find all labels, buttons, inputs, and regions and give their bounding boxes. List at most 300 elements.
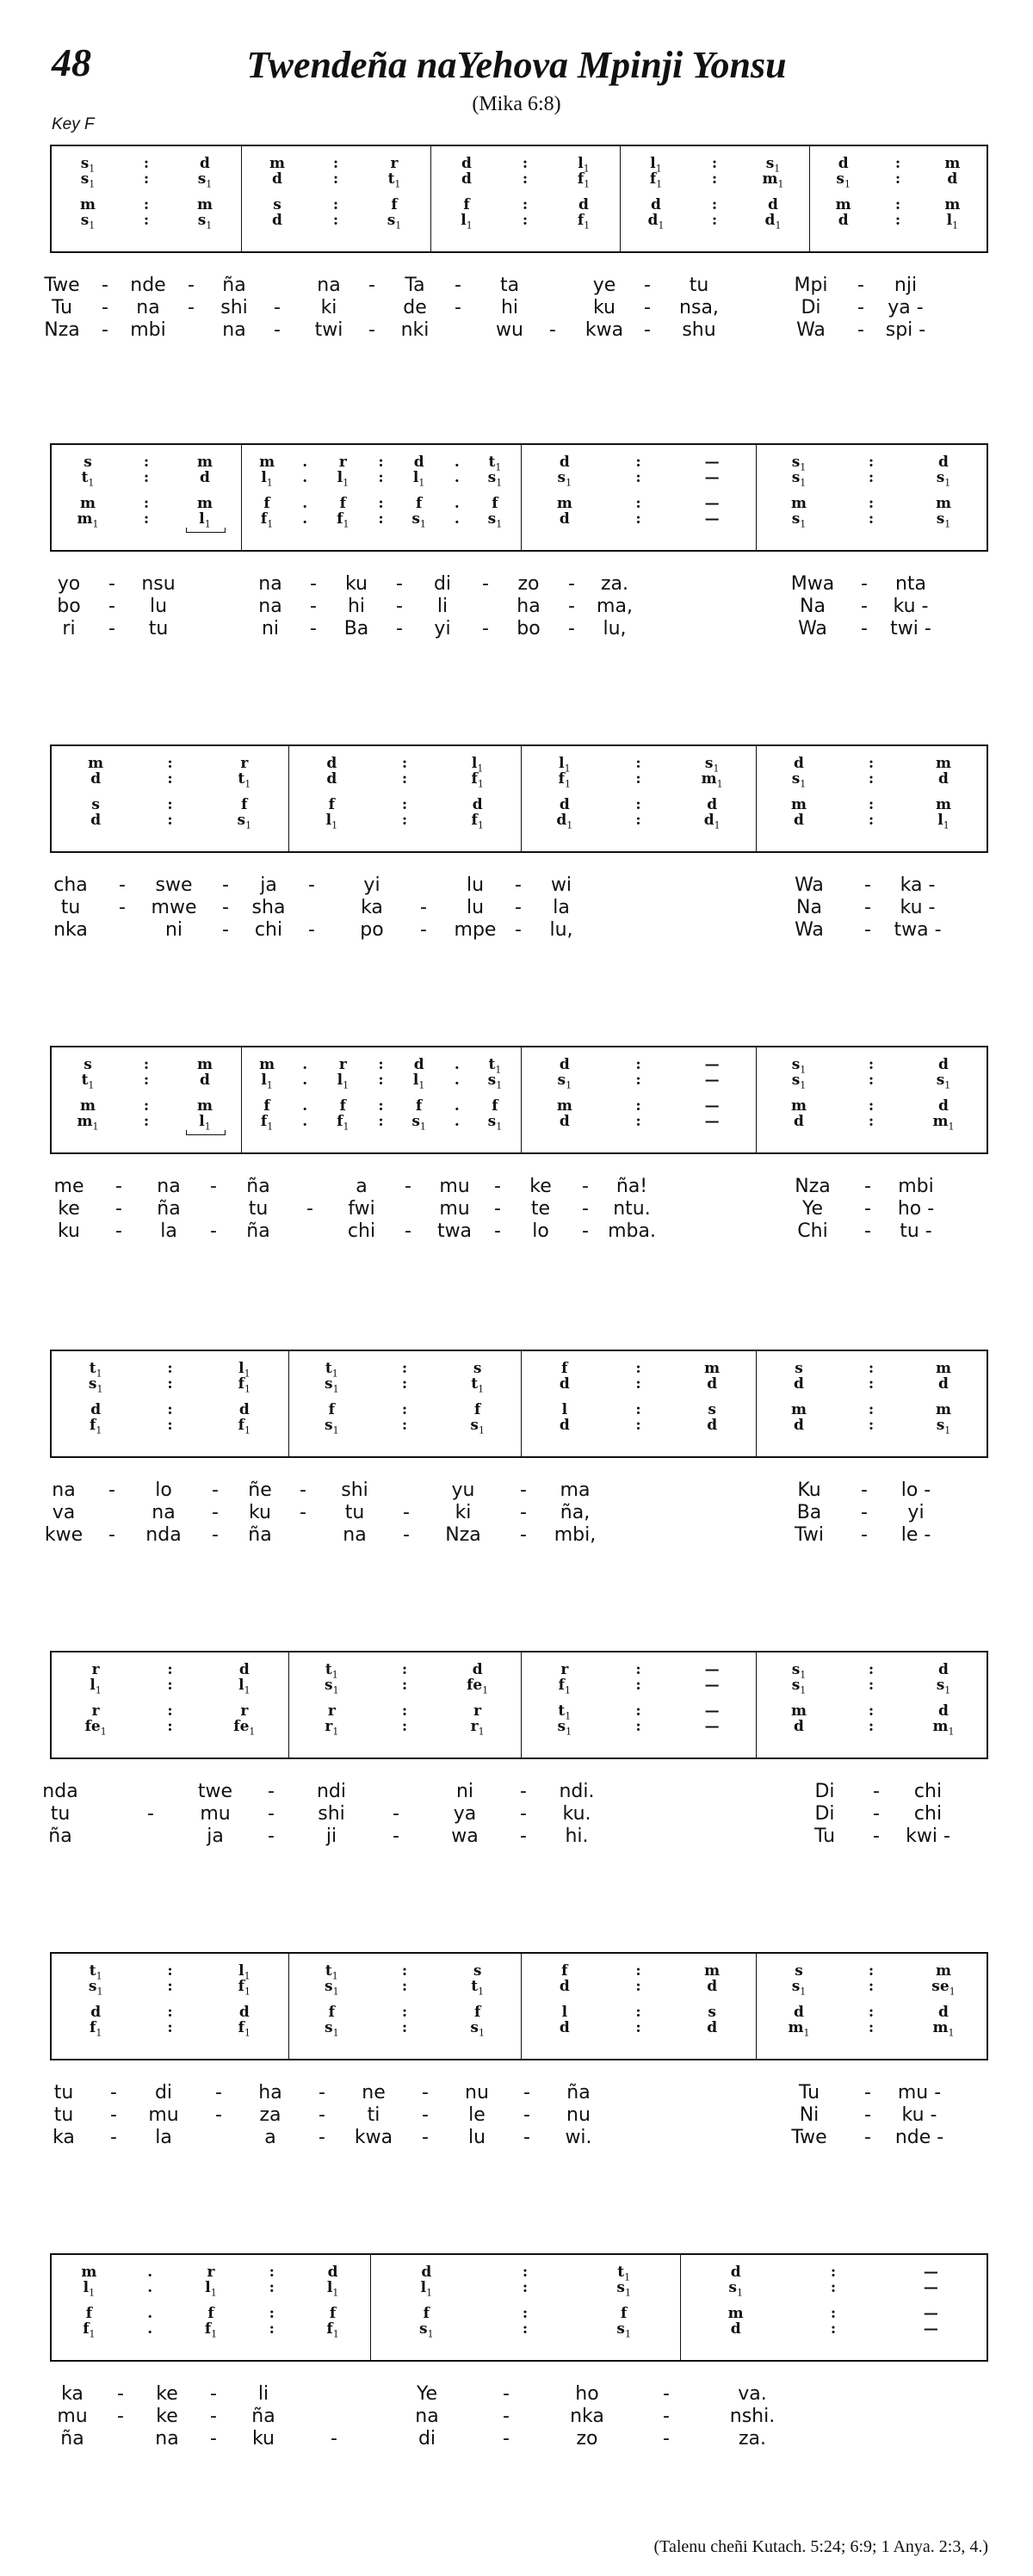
solfa-note: $se_1$ [931,1978,956,1998]
beat-separator: . [454,510,460,528]
lyric-syllable: ki [455,1502,472,1523]
solfa-note: d [238,1401,250,1418]
lyric-syllable: Di [801,297,821,318]
lyric-syllable: twi [314,319,343,341]
lyric-syllable: Nza [445,1524,481,1546]
solfa-note: m [791,1702,807,1720]
lyric-syllable: a [356,1176,368,1197]
lyric-hyphen: - [861,1480,868,1501]
lyric-hyphen: - [515,897,522,918]
lyric-hyphen: - [873,1825,880,1847]
lyric-syllable: nu [566,2104,591,2126]
solfa-note: $m_1$ [932,1113,955,1133]
lyric-syllable: shi [318,1803,345,1825]
solfa-note: r [91,1661,100,1678]
lyric-hyphen: - [117,2406,124,2427]
solfa-note: $s_1$ [411,510,426,530]
lyric-hyphen: - [503,2428,510,2449]
lyric-hyphen: - [115,1220,122,1242]
solfa-note: m [81,2264,97,2281]
lyric-syllable: chi [913,1781,943,1802]
lyric-hyphen: - [568,596,575,617]
solfa-note: m [936,796,951,813]
lyric-hyphen: - [663,2383,670,2405]
lyric-hyphen: - [422,2082,429,2103]
lyric-hyphen: - [102,275,108,296]
solfa-note: f [492,1097,498,1115]
beat-separator: : [868,770,875,788]
solfa-note: $t_1$ [471,1375,485,1395]
lyric-hyphen: - [212,1480,219,1501]
solfa-note: d [90,770,102,788]
solfa-note: $s_1$ [936,469,951,489]
solfa-note: m [704,1962,721,1980]
solfa-note: s [273,196,281,213]
lyric-syllable: lu [467,2127,486,2148]
solfa-note: l [561,1401,568,1418]
solfa-note: s [473,1360,482,1377]
solfa-note: — [704,510,720,528]
lyric-syllable: lu [466,897,485,918]
solfa-note: $f_1$ [260,1113,274,1133]
solfa-note: r [91,1702,100,1720]
beat-separator: : [635,1677,641,1694]
lyric-syllable: yo [57,573,81,595]
beat-separator: : [143,1097,150,1115]
lyric-hyphen: - [319,2104,325,2126]
lyric-syllable: Nza [795,1176,831,1197]
lyric-syllable: Wa [795,874,824,896]
lyric-syllable: lu [466,874,485,896]
lyric-syllable: Ye [801,1198,824,1220]
lyric-syllable: nka [53,919,88,941]
lyric-syllable: yi [907,1502,925,1523]
lyric-hyphen: - [520,1803,527,1825]
beat-separator: : [635,1072,641,1089]
lyric-syllable: lo - [900,1480,931,1501]
solfa-note: f [207,2305,214,2322]
lyric-hyphen: - [210,2406,217,2427]
lyric-hyphen: - [582,1176,589,1197]
lyric-syllable: shi [341,1480,368,1501]
beat-separator: . [454,1056,460,1073]
lyric-hyphen: - [523,2104,530,2126]
solfa-note: f [473,1401,481,1418]
lyric-hyphen: - [222,874,229,896]
solfa-note: $s_1$ [487,1072,503,1091]
solfa-note: m [556,1097,572,1115]
lyric-hyphen: - [520,1781,527,1802]
solfa-note: $m_1$ [762,170,784,190]
lyric-hyphen: - [582,1198,589,1220]
beat-separator: : [635,796,641,813]
lyric-syllable: de [403,297,427,318]
lyric-syllable: po [360,919,384,941]
solfa-note: d [326,755,337,772]
lyric-syllable: chi [347,1220,376,1242]
lyric-syllable: la [160,1220,177,1242]
beat-separator: : [635,454,641,471]
solfa-note: r [240,755,249,772]
solfa-note: — [923,2264,938,2281]
lyric-syllable: kwa [354,2127,393,2148]
lyric-syllable: ña [48,1825,72,1847]
lyric-hyphen: - [310,573,317,595]
solfa-note: d [578,196,589,213]
beat-separator: : [635,1702,641,1720]
beat-separator: : [332,170,339,188]
solfa-note: $s_1$ [791,510,807,530]
solfa-note: d [559,1417,570,1434]
beat-separator: : [868,2019,875,2036]
barline [521,746,522,851]
beat-separator: : [143,1113,150,1130]
beat-separator: : [522,2305,529,2322]
solfa-note: $f_1$ [204,2320,218,2340]
beat-separator: : [332,212,339,229]
lyric-syllable: ri [62,618,76,639]
lyric-syllable: la [155,2127,172,2148]
solfa-note: d [90,2004,102,2021]
solfa-note: s [795,1360,803,1377]
beat-separator: : [711,212,718,229]
lyric-hyphen: - [310,596,317,617]
lyric-syllable: ña [251,2406,275,2427]
solfa-note: $s_1$ [197,212,213,232]
beat-separator: : [868,755,875,772]
solfa-note: $l_1$ [199,1113,211,1133]
lyric-syllable: na [152,1502,176,1523]
barline [241,146,242,251]
lyric-syllable: nta [894,573,927,595]
beat-separator: : [635,1978,641,1995]
lyric-hyphen: - [857,297,864,318]
solfa-note: $t_1$ [325,1661,338,1681]
lyric-hyphen: - [494,1198,501,1220]
beat-separator: : [167,1677,173,1694]
lyric-hyphen: - [310,618,317,639]
beat-separator: . [147,2264,153,2281]
beat-separator: : [269,2305,275,2322]
lyric-hyphen: - [482,618,489,639]
beat-separator: : [167,796,173,813]
solfa-note: $s_1$ [791,770,807,790]
lyric-syllable: lu [149,596,168,617]
solfa-note: $l_1$ [471,755,484,775]
lyric-syllable: kwi - [906,1825,950,1847]
lyric-syllable: mba. [608,1220,656,1242]
lyric-syllable: spi - [885,319,926,341]
music-staff-8 [50,2253,988,2362]
lyric-hyphen: - [300,1480,306,1501]
lyric-syllable: le [468,2104,486,2126]
beat-separator: : [868,1978,875,1995]
lyric-syllable: la [553,897,570,918]
solfa-note: $s_1$ [791,1677,807,1696]
lyric-syllable: nsu [141,573,176,595]
solfa-note: d [838,212,849,229]
lyric-syllable: wu [496,319,523,341]
lyric-syllable: chi [254,919,283,941]
solfa-note: m [269,155,285,172]
solfa-note: $fe_1$ [233,1718,256,1738]
lyric-hyphen: - [864,1176,871,1197]
beat-separator: : [167,2004,173,2021]
lyric-hyphen: - [108,596,115,617]
beat-separator: . [302,510,308,528]
lyric-hyphen: - [102,297,108,318]
solfa-note: d [707,1375,718,1393]
beat-separator: : [868,469,875,486]
beat-separator: : [711,155,718,172]
lyric-hyphen: - [861,596,868,617]
beat-separator: . [454,469,460,486]
beat-separator: : [830,2305,837,2322]
solfa-note: $l_1$ [650,155,662,175]
solfa-note: d [421,2264,432,2281]
beat-separator: : [378,1097,384,1115]
solfa-note: $f_1$ [83,2320,96,2340]
solfa-note: $f_1$ [89,1417,102,1436]
solfa-note: f [561,1360,568,1377]
solfa-note: — [704,1097,720,1115]
lyric-syllable: cha [53,874,88,896]
solfa-note: $s_1$ [728,2279,743,2299]
solfa-note: s [84,454,92,471]
lyric-syllable: chi [913,1803,943,1825]
lyric-hyphen: - [422,2104,429,2126]
solfa-note: $l_1$ [578,155,590,175]
lyric-syllable: di [154,2082,173,2103]
lyric-hyphen: - [494,1176,501,1197]
beat-separator: : [401,2019,408,2036]
lyric-syllable: tu [53,2082,74,2103]
solfa-note: d [326,770,337,788]
solfa-note: r [240,1702,249,1720]
lyric-syllable: twe [197,1781,233,1802]
music-staff-6 [50,1651,988,1759]
solfa-note: — [704,469,720,486]
solfa-note: d [938,1702,949,1720]
beat-separator: : [401,812,408,829]
barline [521,1351,522,1456]
solfa-note: $l_1$ [461,212,473,232]
solfa-note: $s_1$ [325,1978,339,1998]
lyric-syllable: ña [157,1198,181,1220]
solfa-note: r [207,2264,215,2281]
solfa-note: $f_1$ [558,1677,571,1696]
lyric-hyphen: - [117,2383,124,2405]
beat-separator: : [378,510,384,528]
solfa-note: $m_1$ [932,2019,955,2039]
beat-separator: : [635,1097,641,1115]
beat-separator: : [635,1417,641,1434]
solfa-note: m [791,1097,807,1115]
solfa-note: — [704,1677,720,1694]
beat-separator: : [830,2264,837,2281]
lyric-hyphen: - [319,2082,325,2103]
solfa-note: $m_1$ [932,1718,955,1738]
lyric-hyphen: - [210,2383,217,2405]
solfa-note: f [85,2305,93,2322]
beat-separator: . [147,2305,153,2322]
solfa-note: d [707,796,718,813]
beat-separator: : [868,1056,875,1073]
solfa-note: f [328,796,335,813]
beat-separator: : [635,1401,641,1418]
lyric-hyphen: - [494,1220,501,1242]
lyric-hyphen: - [403,1524,410,1546]
solfa-note: d [838,155,849,172]
beat-separator: . [302,1097,308,1115]
beat-separator: : [522,212,529,229]
solfa-note: f [339,1097,346,1115]
solfa-note: f [328,2004,335,2021]
solfa-note: $s_1$ [791,454,807,473]
lyric-syllable: ña [246,1176,270,1197]
lyric-syllable: nu [465,2082,489,2103]
lyric-syllable: ña [248,1524,272,1546]
solfa-note: $l_1$ [337,469,349,489]
lyric-syllable: kwa [585,319,624,341]
solfa-note: r [473,1702,482,1720]
lyric-syllable: twa [436,1220,473,1242]
barline [288,746,289,851]
solfa-note: m [727,2305,744,2322]
solfa-note: $m_1$ [701,770,723,790]
beat-separator: : [167,1962,173,1980]
solfa-note: m [197,196,213,213]
lyric-hyphen: - [274,297,281,318]
solfa-note: $s_1$ [387,212,402,232]
lyric-syllable: za. [600,573,629,595]
lyric-syllable: na [155,2428,179,2449]
solfa-note: $d_1$ [703,812,721,831]
lyric-syllable: Ta [405,275,425,296]
lyric-syllable: nka [570,2406,604,2427]
lyric-hyphen: - [857,319,864,341]
beat-separator: : [143,1072,150,1089]
lyric-syllable: ya [453,1803,477,1825]
beat-separator: : [868,1417,875,1434]
beat-separator: . [147,2279,153,2296]
lyric-hyphen: - [864,919,871,941]
lyric-hyphen: - [368,275,375,296]
solfa-note: d [413,454,424,471]
lyric-hyphen: - [568,573,575,595]
lyric-syllable: ka [53,2127,75,2148]
lyric-syllable: ni [261,618,280,639]
lyric-syllable: tu [689,275,709,296]
solfa-note: d [938,2004,949,2021]
lyric-syllable: ya - [888,297,924,318]
solfa-note: $l_1$ [238,1677,251,1696]
beat-separator: : [635,770,641,788]
solfa-note: $t_1$ [488,454,502,473]
lyric-syllable: ndi [316,1781,347,1802]
solfa-note: m [556,495,572,512]
solfa-note: d [90,1401,102,1418]
beat-separator: : [635,2019,641,2036]
solfa-note: $s_1$ [411,1113,426,1133]
solfa-note: $l_1$ [420,2279,433,2299]
lyric-hyphen: - [503,2383,510,2405]
lyric-syllable: ñe [248,1480,272,1501]
lyric-syllable: ni [455,1781,474,1802]
solfa-note: $d_1$ [556,812,573,831]
solfa-note: s [84,1056,92,1073]
lyric-syllable: bo [516,618,541,639]
lyric-syllable: ku [248,1502,271,1523]
lyric-syllable: mu [200,1803,231,1825]
lyric-syllable: na [222,319,246,341]
lyric-syllable: mu [439,1198,470,1220]
lyric-syllable: Na [800,596,826,617]
solfa-note: f [415,1097,423,1115]
lyric-syllable: Twe [44,275,80,296]
lyric-syllable: mu - [897,2082,942,2103]
lyric-syllable: Wa [796,319,826,341]
solfa-note: $l_1$ [199,510,211,530]
beat-separator: : [711,196,718,213]
lyric-syllable: Mwa [790,573,835,595]
lyric-syllable: twa - [894,919,942,941]
lyric-syllable: nki [400,319,430,341]
solfa-note: f [328,1401,335,1418]
lyric-syllable: mu [148,2104,179,2126]
solfa-note: $m_1$ [788,2019,810,2039]
solfa-note: $d_1$ [764,212,782,232]
hymn-number: 48 [52,40,91,84]
lyric-hyphen: - [515,874,522,896]
solfa-note: d [238,2004,250,2021]
beat-separator: : [894,155,901,172]
lyric-syllable: lo [155,1480,172,1501]
lyric-syllable: Nza [44,319,80,341]
solfa-note: d [559,796,570,813]
beat-separator: : [401,1718,408,1735]
solfa-note: d [794,1718,804,1735]
solfa-note: $l_1$ [238,1962,251,1982]
lyric-hyphen: - [108,1480,115,1501]
beat-separator: : [401,1375,408,1393]
lyric-hyphen: - [393,1825,399,1847]
beat-separator: . [302,1113,308,1130]
beat-separator: : [868,510,875,528]
solfa-note: s [708,2004,716,2021]
lyric-hyphen: - [215,2104,222,2126]
lyric-hyphen: - [455,297,461,318]
lyric-hyphen: - [319,2127,325,2148]
beat-separator: : [378,1072,384,1089]
lyric-syllable: na [343,1524,367,1546]
solfa-note: $f_1$ [577,170,591,190]
beat-separator: : [378,1113,384,1130]
lyric-syllable: va [52,1502,76,1523]
solfa-note: $s_1$ [325,1417,339,1436]
solfa-note: $t_1$ [471,1978,485,1998]
lyric-hyphen: - [300,1502,306,1523]
solfa-note: f [473,2004,481,2021]
solfa-note: d [794,1417,804,1434]
beat-separator: : [269,2320,275,2338]
barline [288,1954,289,2059]
solfa-note: d [559,1375,570,1393]
beat-separator: . [147,2320,153,2338]
solfa-note: $s_1$ [704,755,720,775]
beat-separator: : [401,1962,408,1980]
beat-separator: : [167,1661,173,1678]
